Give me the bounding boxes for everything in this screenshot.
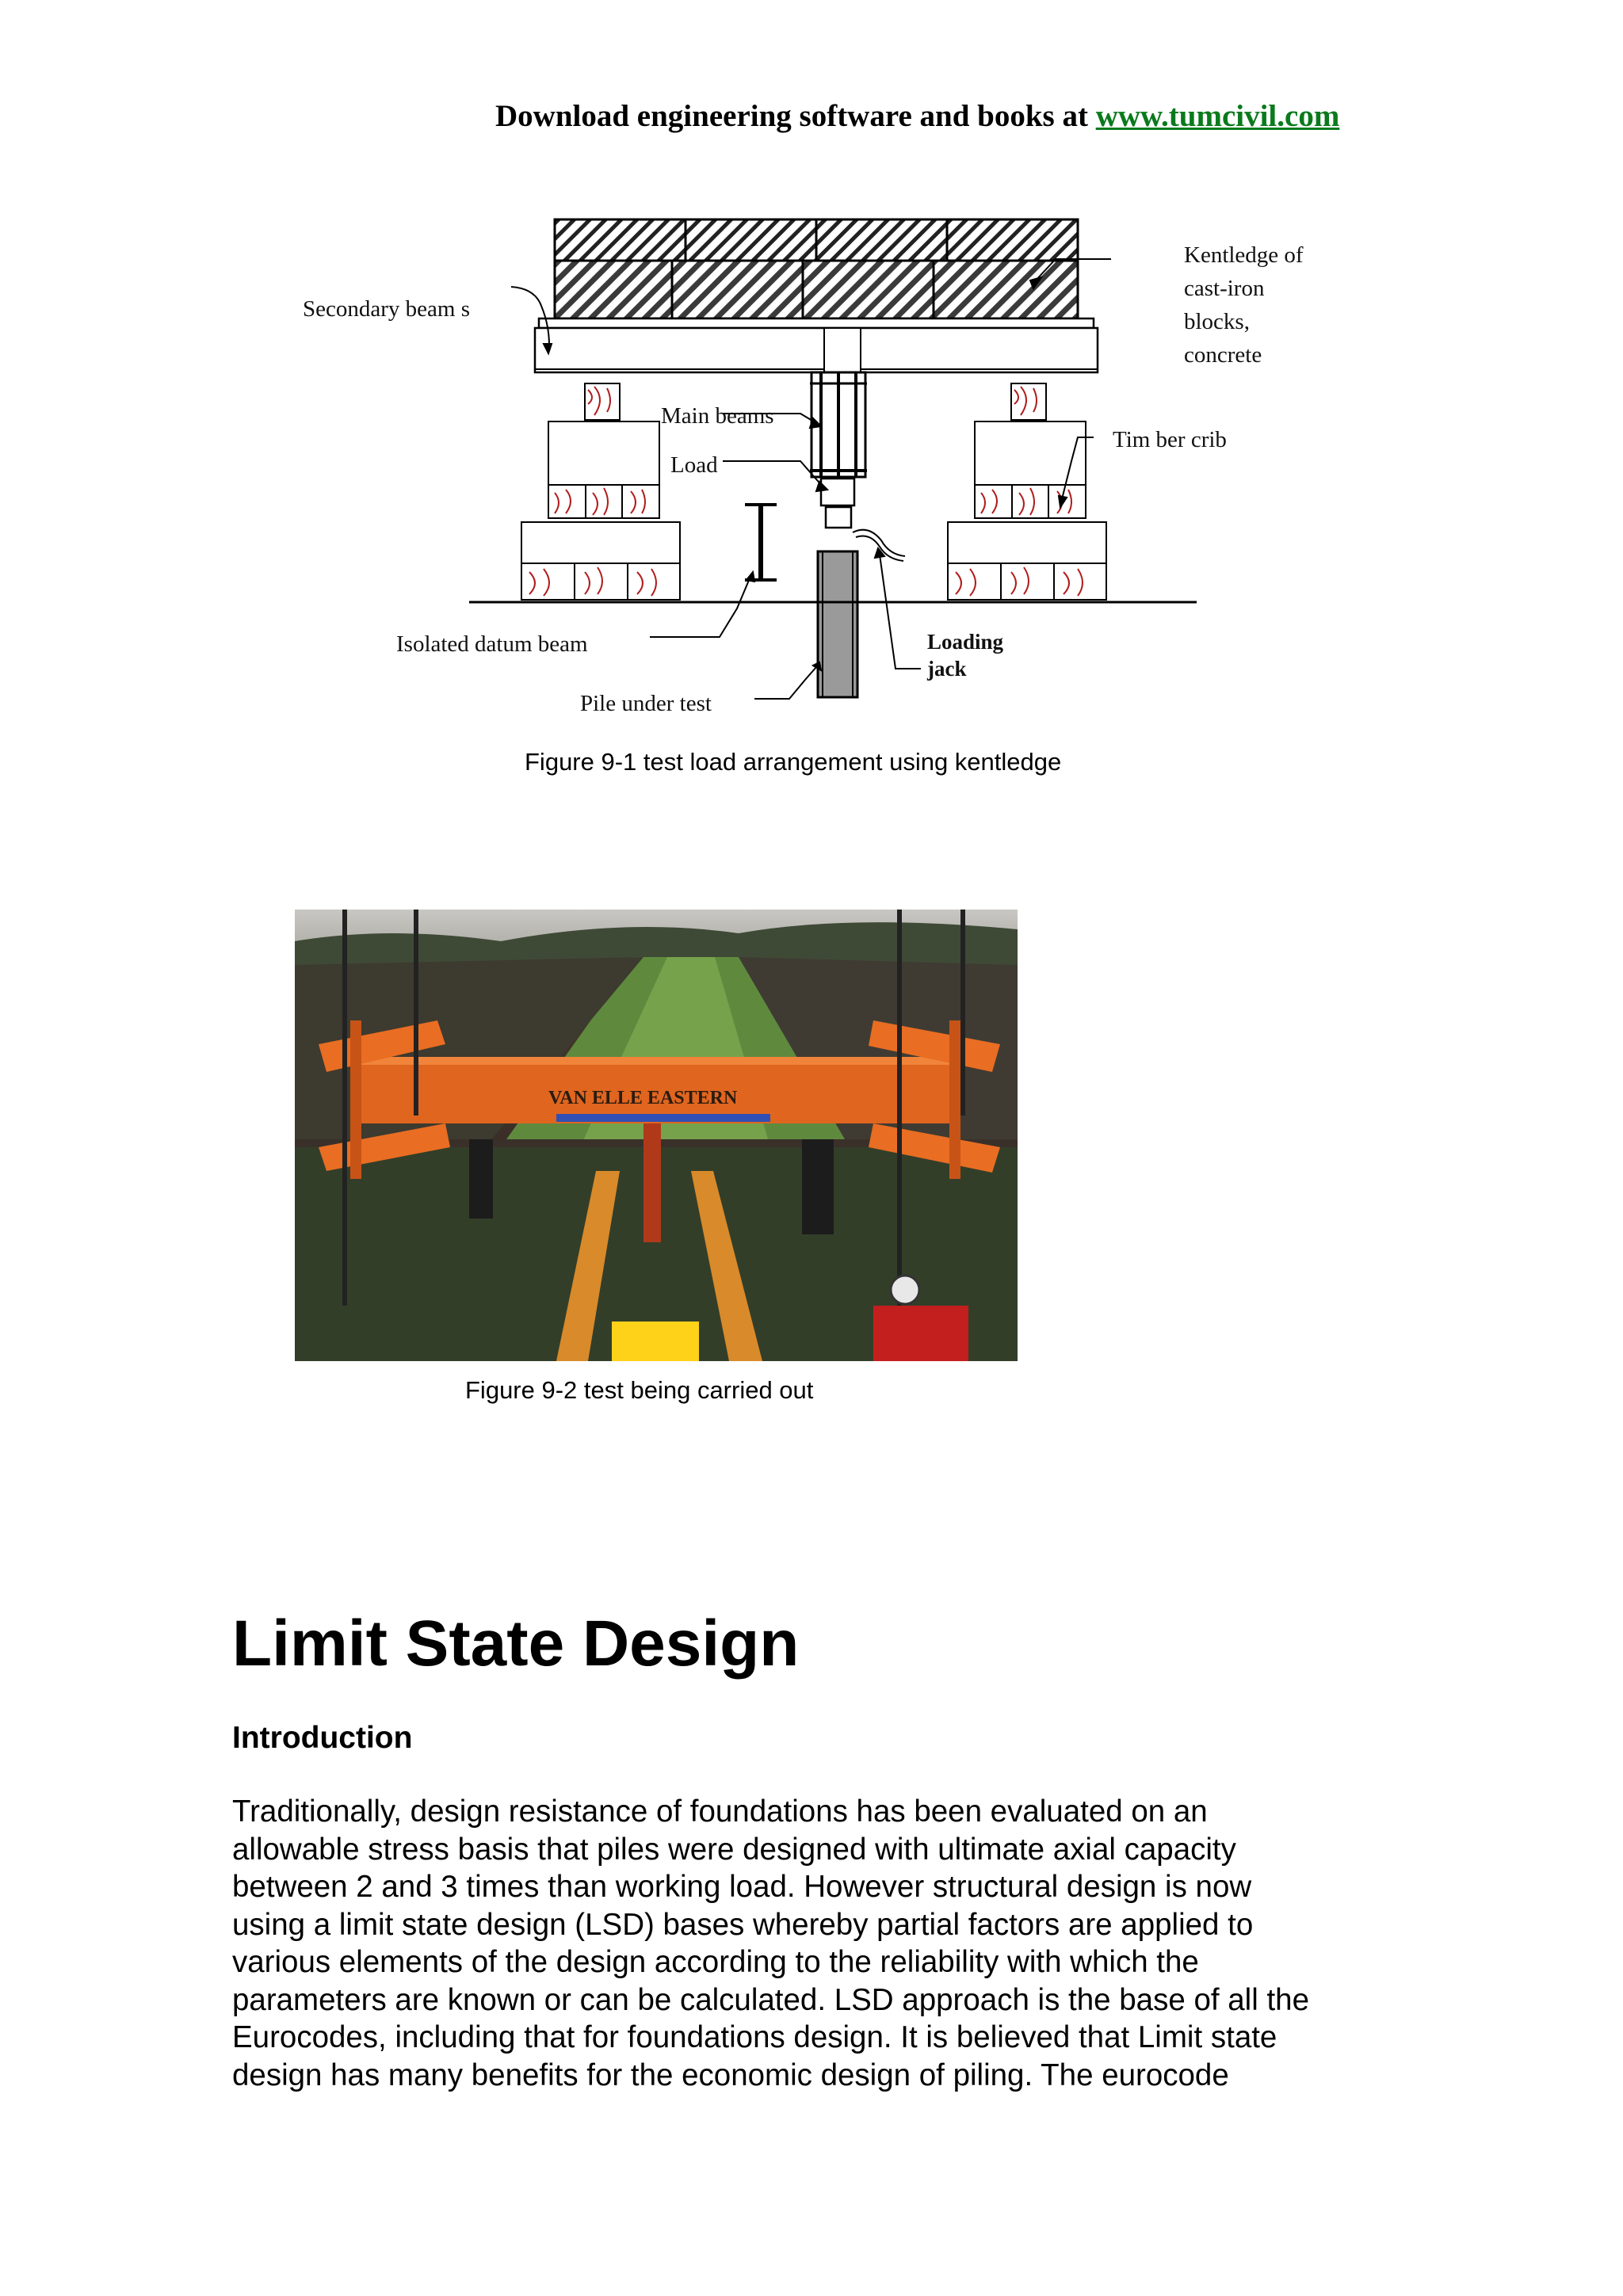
body-line: Traditionally, design resistance of foundations has been evaluated on an [232, 1794, 1208, 1829]
label-timber-crib: Tim ber crib [1113, 427, 1227, 452]
figure2-caption: Figure 9-2 test being carried out [465, 1376, 814, 1404]
pile-under-test [818, 551, 857, 697]
right-timber-crib [948, 383, 1106, 600]
section-title: Limit State Design [232, 1608, 800, 1680]
left-timber-crib [521, 383, 680, 600]
label-jack: jack [927, 657, 967, 681]
body-paragraph [232, 1793, 1397, 2094]
kentledge-blocks [555, 219, 1078, 318]
label-pile-under-test: Pile under test [580, 691, 712, 716]
label-kentledge-3: blocks, [1184, 309, 1250, 334]
figure-test-load-arrangement [293, 200, 1304, 723]
label-secondary-beams: Secondary beam s [303, 296, 470, 322]
label-main-beams: Main beams [661, 403, 774, 429]
label-isolated-datum-beam: Isolated datum beam [396, 631, 588, 657]
label-load: Load [670, 452, 718, 478]
label-kentledge-4: concrete [1184, 342, 1262, 368]
body-line: between 2 and 3 times than working load. However structural design is now [232, 1870, 1252, 1904]
label-kentledge-1: Kentledge of [1184, 242, 1304, 268]
page-header [495, 98, 1339, 134]
loading-jack [821, 479, 905, 561]
body-line: Eurocodes, including that for foundations design. It is believed that Limit state [232, 2020, 1277, 2054]
body-line: allowable stress basis that piles were designed with ultimate axial capacity [232, 1832, 1236, 1867]
beam-stencil-text: VAN ELLE EASTERN [548, 1088, 738, 1108]
secondary-beam [535, 318, 1098, 372]
label-kentledge-2: cast-iron [1184, 276, 1265, 301]
photo-test-being-carried-out [295, 910, 1018, 1361]
body-line: using a limit state design (LSD) bases whereby partial factors are applied to [232, 1907, 1254, 1942]
header-text: Download engineering software and books at [495, 99, 1096, 133]
label-loading: Loading [927, 630, 1004, 654]
figure1-caption: Figure 9-1 test load arrangement using kentledge [525, 748, 1062, 776]
subsection-heading: Introduction [232, 1721, 413, 1755]
body-line: parameters are known or can be calculated. LSD approach is the base of all the [232, 1982, 1309, 2017]
body-line: design has many benefits for the economic design of piling. The eurocode [232, 2058, 1229, 2092]
body-line: various elements of the design according to the reliability with which the [232, 1945, 1199, 1979]
header-link[interactable]: www.tumcivil.com [1095, 99, 1340, 133]
isolated-datum-beam [745, 505, 777, 580]
